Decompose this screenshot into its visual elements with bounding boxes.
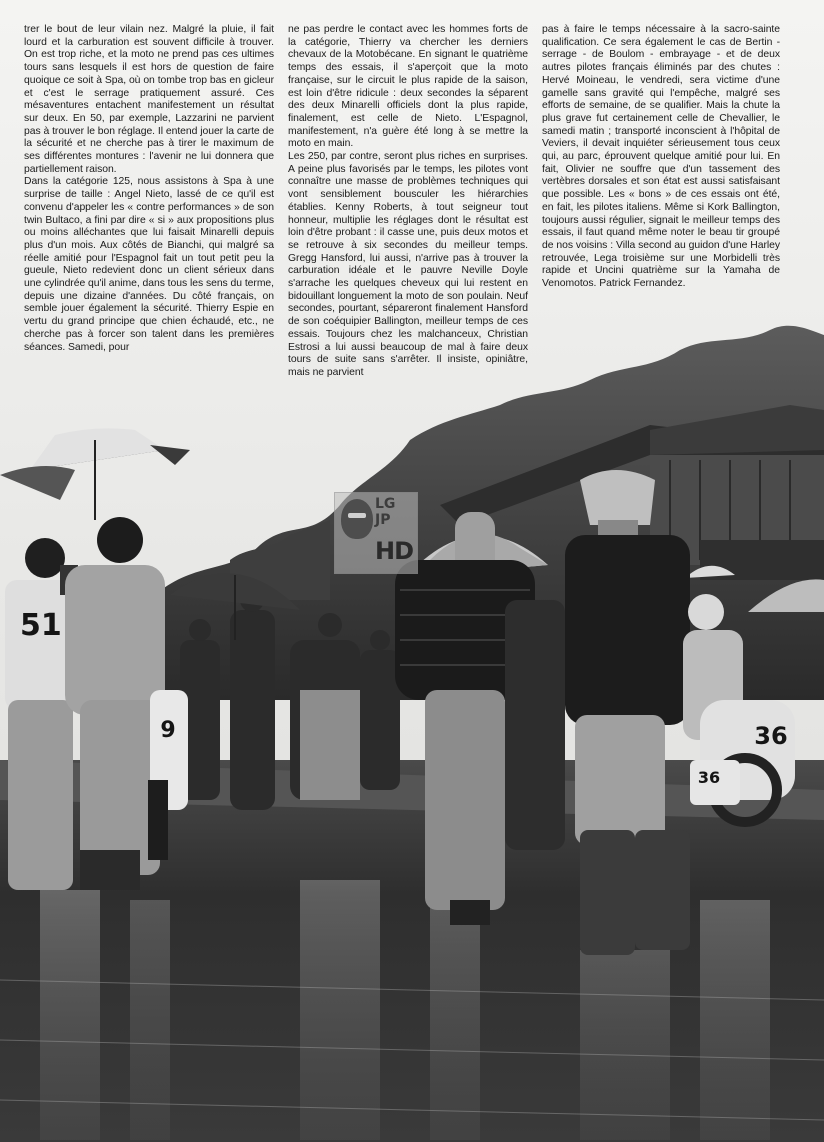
article-paragraph: ne pas perdre le contact avec les hommes forts de la catégorie, Thierry va chercher les derniers chevaux de la Motobécane. En signant le quatrième temps des essais, il s'aperçoit que la moto française, sur le circuit le plus rapide de la saison, est loin d'être ridicule : deux secondes la séparent des deux Minarelli officiels dont la plus rapide, finalement, est celle de Nieto. L'Espagnol, manifestement, n'a guère été long à se mettre la moto en main. — [288, 24, 528, 150]
watermark-logo — [334, 492, 418, 574]
bike-number-right-small: 36 — [697, 768, 721, 787]
article-column-1 — [24, 24, 274, 354]
article-paragraph: trer le bout de leur vilain nez. Malgré la pluie, il fait lourd et la carburation est souvent difficile à trouver. On est trop riche, et la moto ne prend pas ces ultimes tours sans lesquels il est hors de question de faire quoique ce soit à Spa, où on tombe trop bas en gicleur et c'est le serrage pratiquement assuré. Ces mésaventures entachent manifestement un résultat sur deux. En 50, par exemple, Lazzarini ne parvient pas à trouver le bon réglage. Il entend jouer la carte de la sécurité et ne cherche pas à tirer le maximum de ses différentes montures : l'avenir ne lui donnera que partiellement raison. — [24, 24, 274, 175]
article-column-3 — [542, 24, 780, 291]
article-paragraph: pas à faire le temps nécessaire à la sacro-sainte qualification. Ce sera également le cas de Bertin - serrage - de Boulom - embrayage - et de deux autres pilotes français éliminés par des chutes : Hervé Moineau, le vendredi, sera victime d'une gamelle sans gravité qui l'empêche, malgré ses efforts de semaine, de se qualifier. Mais la chute la plus grave fut certainement celle de Chevallier, le samedi matin ; transporté inconscient à l'hôpital de Veviers, il devait inquiéter sérieusement tous ceux qui, au parc, éprouvent quelque amitié pour lui. En fait, Olivier ne souffre que d'un tassement des vertèbres dorsales et son état est aussi satisfaisant que possible. Les « bons » de ces essais ont été, en fait, les pilotes italiens. Même si Kork Ballington, toujours aussi régulier, signait le meilleur temps des essais, il faut quand même noter le beau tir groupé de nos voisins : Villa second au guidon d'une Harley retrouvée, Lega troisième sur une Morbidelli très rapide et Uncini quatrième sur la Yamaha de Venomotos. Patrick Fernandez. — [542, 24, 780, 290]
watermark-text: JP — [375, 512, 391, 528]
portrait-icon — [341, 499, 373, 539]
bib-number: 51 — [20, 608, 62, 643]
article-paragraph: Dans la catégorie 125, nous assistons à Spa à une surprise de taille : Angel Nieto, lassé de ce qu'il est convenu d'appeler les « contre performances » de son twin Bultaco, a fini par dire « si » aux propositions plus ou moins alléchantes que lui faisait Minarelli depuis plus d'un mois. Aux côtés de Bianchi, qui malgré sa réelle amitié pour l'Espagnol fait un tout petit peu la gueule, Nieto redevient donc un client sérieux dans une cylindrée qu'il anime, dans tous les sens du terme, depuis une dizaine d'années. Du côté français, on semble jouer également la sécurité. Thierry Espie en vertu du grand principe que chien échaudé, etc., ne cherche pas à forcer son talent dans les premières séances. Samedi, pour — [24, 176, 274, 353]
watermark-text: HD — [375, 537, 414, 565]
article-column-2 — [288, 24, 528, 380]
watermark-text: LG — [375, 496, 396, 512]
bike-number-right: 36 — [754, 722, 788, 750]
bike-number-left: 9 — [160, 718, 176, 743]
article-paragraph: Les 250, par contre, seront plus riches en surprises. A peine plus favorisés par le temps, les pilotes vont connaître une masse de problèmes techniques qui vont sensiblement bousculer les hiérarchies établies. Kenny Roberts, à tout seigneur tout honneur, multiplie les réglages dont le résultat est loin d'être probant : il casse une, puis deux motos et se retrouve à six secondes du meilleur temps. Gregg Hansford, lui aussi, n'arrive pas à trouver la carburation idéale et le pauvre Neville Doyle s'arrache les quelques cheveux qui lui restent en bidouillant longuement la moto de son poulain. Neuf secondes, pourtant, sépareront finalement Hansford de son coéquipier Ballington, meilleur temps de ces essais. Toujours chez les malchanceux, Christian Estrosi a lui aussi beaucoup de mal à faire deux tours de suite sans s'arrêter. Il insiste, opiniâtre, mais ne parvient — [288, 151, 528, 378]
